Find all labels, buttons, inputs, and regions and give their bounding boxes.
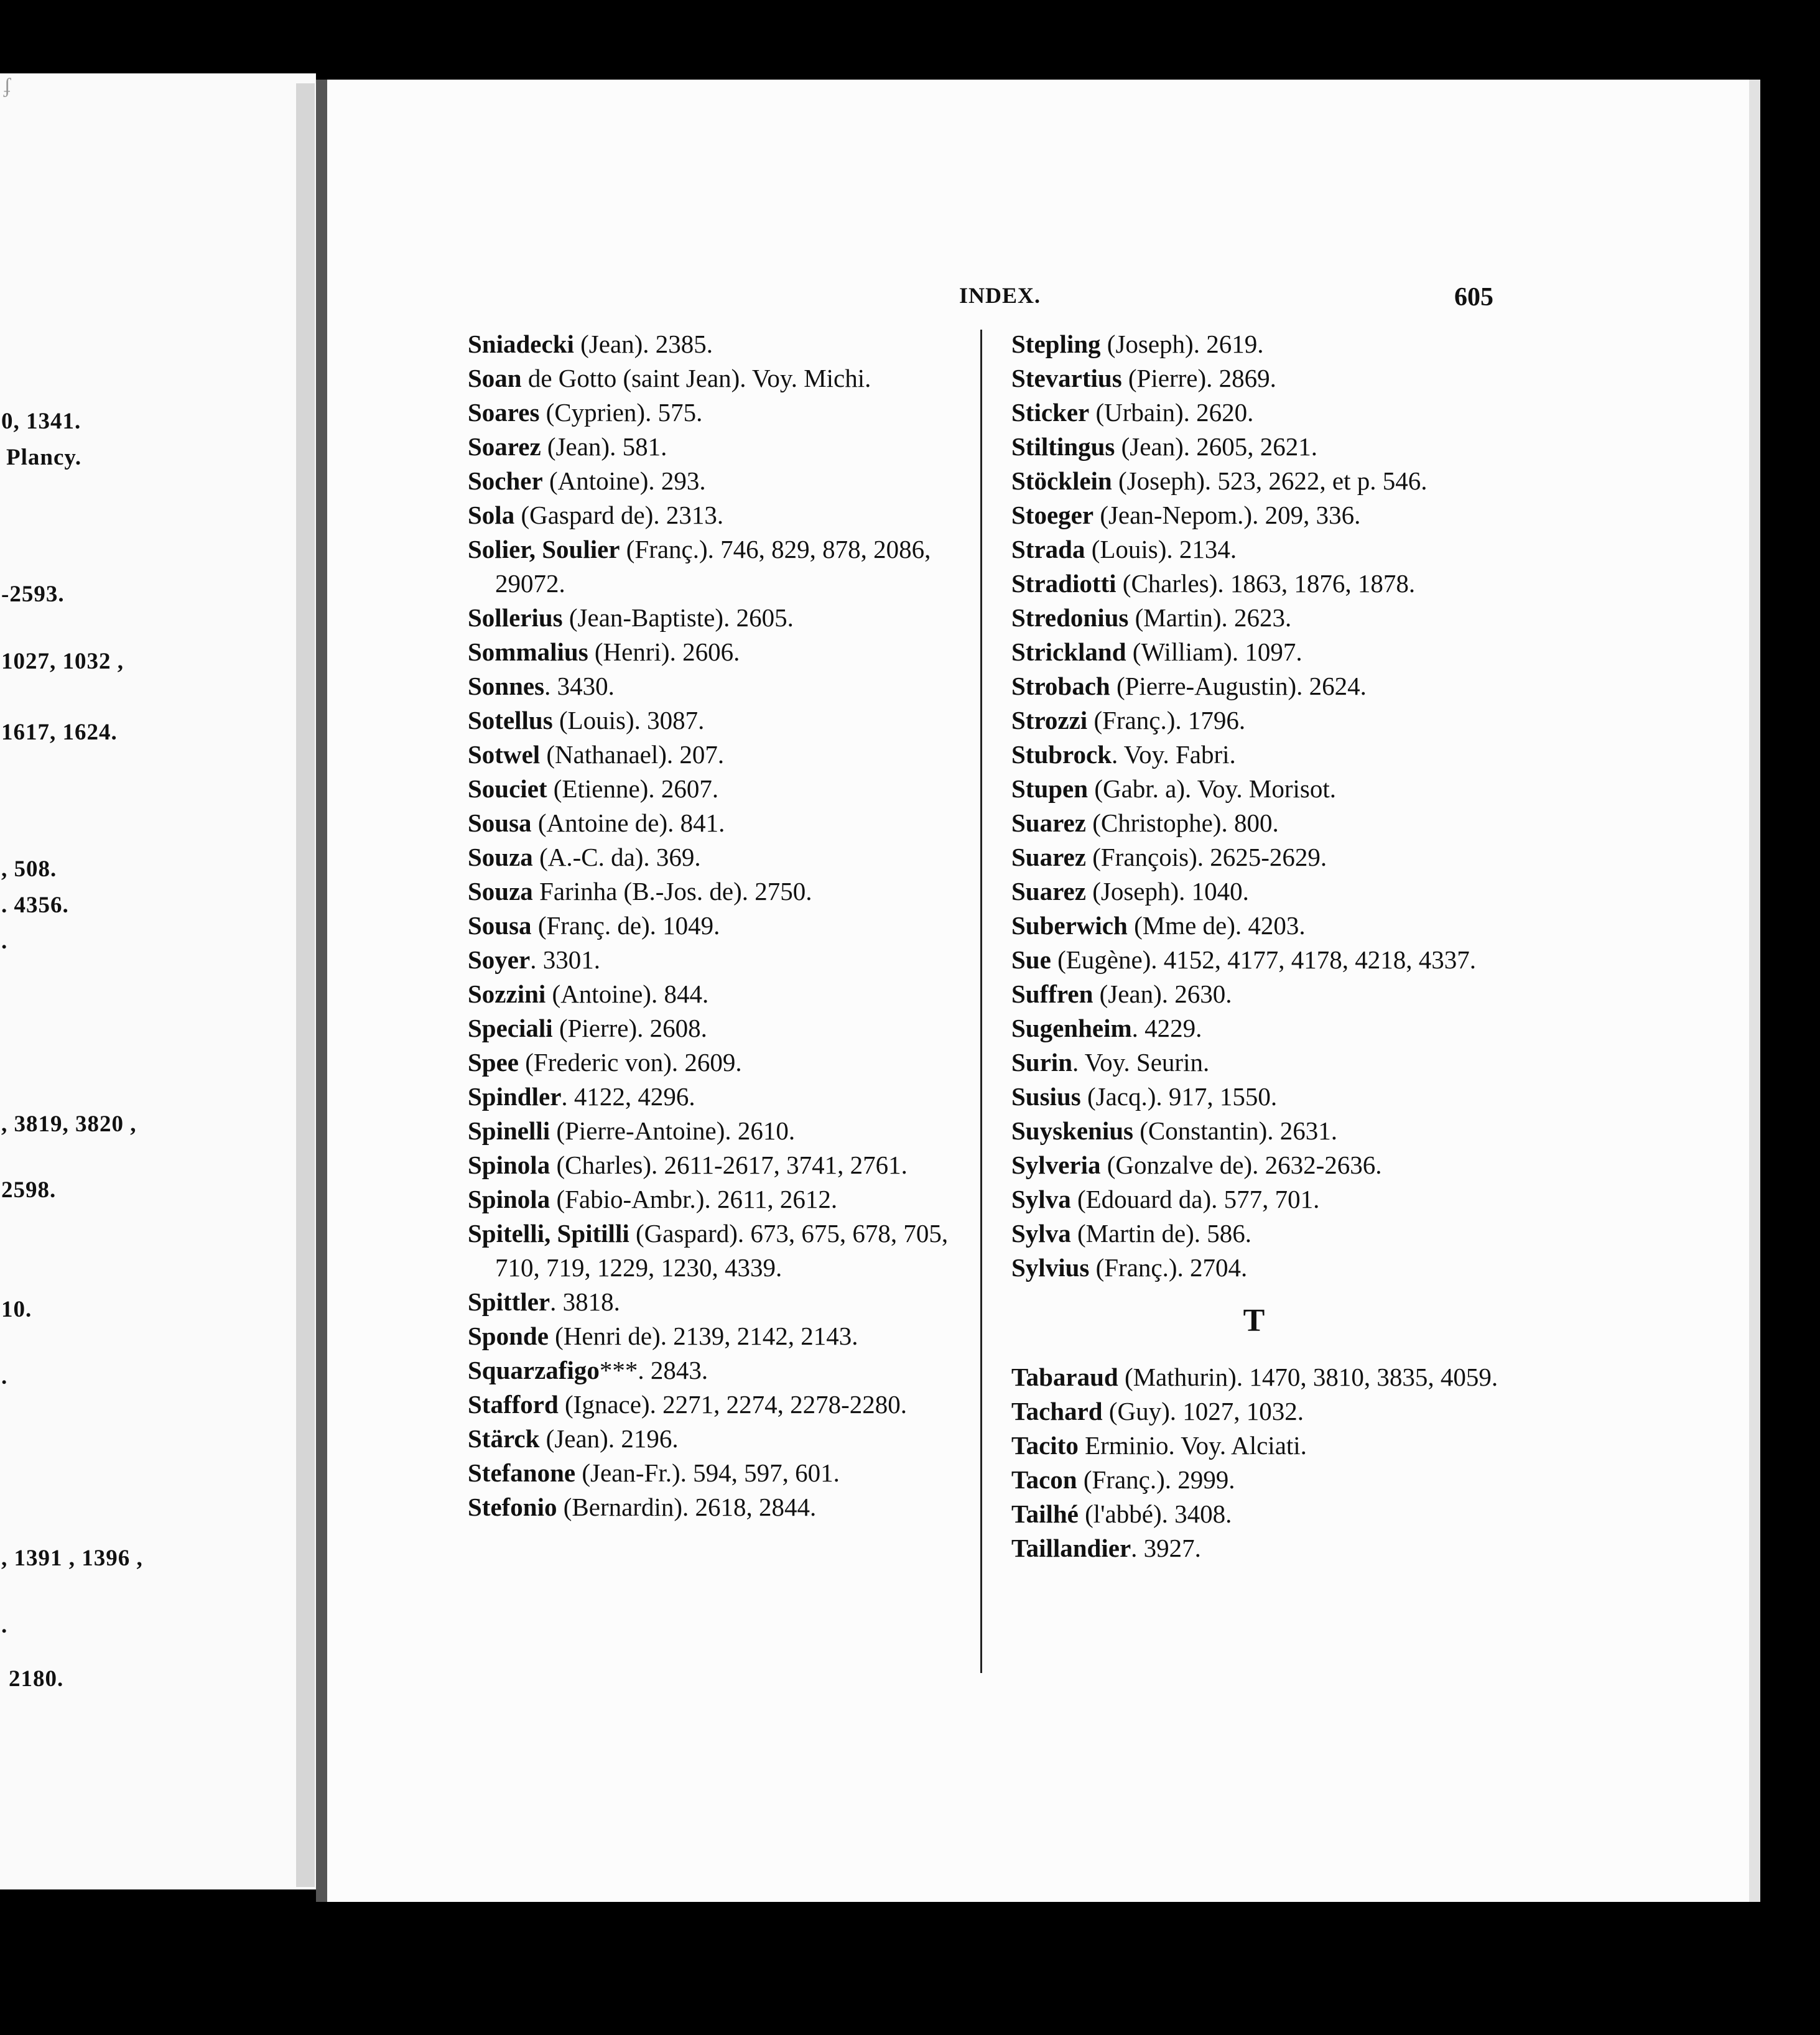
entry-references: . 3818. [550,1287,620,1316]
index-entry [468,327,965,361]
entry-name: Stärck [468,1424,540,1453]
index-entry [1011,703,1509,738]
entry-name: Sotwel [468,740,541,769]
entry-name: Sola [468,501,515,529]
entry-references: (Gonzalve de). 2632-2636. [1100,1151,1382,1179]
index-entry [468,1456,965,1490]
entry-references: Erminio. Voy. Alciati. [1078,1431,1307,1460]
entry-name: Squarzafigo [468,1356,600,1384]
entry-references: (Gaspard). 673, 675, 678, 705, 710, 719, 1229, 1230, 4339. [495,1219,949,1282]
entry-name: Stafford [468,1390,559,1419]
entry-references: (Ignace). 2271, 2274, 2278-2280. [558,1390,907,1419]
index-entry [468,532,965,601]
index-entry [468,1285,965,1319]
index-entry [468,464,965,498]
entry-references: (Jean). 2385. [573,330,713,358]
index-entry [468,430,965,464]
page-edge [1749,80,1760,1902]
entry-references: . 4229. [1131,1014,1202,1042]
entry-references: (Eugène). 4152, 4177, 4178, 4218, 4337. [1051,945,1477,974]
entry-name: Souza [468,877,533,906]
entry-name: Spindler [468,1082,562,1111]
entry-references: (Guy). 1027, 1032. [1102,1397,1304,1425]
entry-name: Tailhé [1011,1500,1079,1528]
entry-name: Socher [468,466,543,495]
index-entry [468,1319,965,1353]
index-entry [1011,669,1509,703]
index-entry [1011,1011,1509,1045]
entry-name: Sousa [468,911,532,940]
index-entry [468,361,965,396]
entry-references: (Urbain). 2620. [1089,398,1254,427]
entry-name: Spitelli, Spitilli [468,1219,629,1248]
index-entry [1011,601,1509,635]
entry-references: (Jean). 581. [541,432,667,461]
index-entry [468,1114,965,1148]
right-page [316,80,1760,1902]
entry-references: (Jacq.). 917, 1550. [1080,1082,1278,1111]
left-fragment: Plancy. [6,445,82,470]
index-entry [468,1148,965,1182]
entry-references: (Mathurin). 1470, 3810, 3835, 4059. [1118,1363,1498,1391]
entry-name: Sniadecki [468,330,574,358]
entry-references: (Mme de). 4203. [1127,911,1306,940]
entry-references: (Henri). 2606. [588,637,740,666]
index-entry [1011,874,1509,909]
entry-name: Strozzi [1011,706,1088,735]
entry-references: (Gaspard de). 2313. [514,501,724,529]
left-fragment: . 4356. [1,892,69,918]
entry-references: (Louis). 3087. [552,706,705,735]
index-column-left [468,327,965,1524]
entry-name: Sommalius [468,637,588,666]
left-fragment: . [1,929,8,954]
entry-name: Surin [1011,1048,1072,1077]
left-page [0,73,316,1889]
entry-name: Stupen [1011,774,1089,803]
s-entries [1011,327,1509,1285]
entry-name: Spinola [468,1151,550,1179]
left-fragment: . [1,1613,8,1638]
index-entry [1011,327,1509,361]
entry-name: Spinola [468,1185,550,1213]
entry-references: (Pierre). 2608. [552,1014,707,1042]
entry-name: Stredonius [1011,603,1129,632]
entry-name: Spee [468,1048,519,1077]
left-fragment: , 3819, 3820 , [1,1111,137,1137]
entry-name: Soan [468,364,522,392]
left-fragment: 2598. [1,1177,57,1203]
entry-references: (Jean). 2605, 2621. [1115,432,1318,461]
entry-name: Solier, Soulier [468,535,620,563]
entry-name: Stevartius [1011,364,1122,392]
entry-name: Tacito [1011,1431,1079,1460]
entry-name: Sylva [1011,1185,1071,1213]
entry-references: (Antoine). 844. [546,980,709,1008]
entry-name: Strobach [1011,672,1110,700]
entry-name: Souciet [468,774,547,803]
index-entry [1011,635,1509,669]
entry-references: (Cyprien). 575. [539,398,703,427]
index-entry [1011,1080,1509,1114]
entry-name: Susius [1011,1082,1081,1111]
index-entry [1011,1531,1509,1565]
entry-references: (Charles). 2611-2617, 3741, 2761. [550,1151,908,1179]
entry-name: Taillandier [1011,1534,1131,1562]
entry-references: (Pierre-Augustin). 2624. [1110,672,1367,700]
entry-name: Soares [468,398,540,427]
entry-name: Sylva [1011,1219,1071,1248]
entry-name: Sue [1011,945,1051,974]
index-entry [468,977,965,1011]
index-entry [468,1182,965,1217]
entry-references: . 3430. [544,672,615,700]
index-entry [1011,1463,1509,1497]
entry-name: Stefonio [468,1493,557,1521]
index-entry [1011,1251,1509,1285]
index-entry [468,772,965,806]
entry-references: (Jean-Nepom.). 209, 336. [1093,501,1361,529]
index-entry [1011,1217,1509,1251]
index-entry [468,703,965,738]
entry-name: Souza [468,843,533,871]
entry-name: Sousa [468,809,532,837]
index-entry [1011,943,1509,977]
index-entry [468,806,965,840]
entry-references: (Frederic von). 2609. [519,1048,742,1077]
index-entry [1011,1429,1509,1463]
running-header: INDEX. [959,283,1041,308]
entry-name: Tabaraud [1011,1363,1118,1391]
entry-references: (Jean). 2196. [539,1424,679,1453]
entry-references: . 3301. [530,945,600,974]
entry-references: (A.-C. da). 369. [532,843,701,871]
entry-references: (Antoine). 293. [542,466,706,495]
index-entry [1011,1497,1509,1531]
entry-name: Strickland [1011,637,1126,666]
entry-name: Strada [1011,535,1085,563]
left-fragment: 1617, 1624. [1,720,118,745]
index-entry [468,1388,965,1422]
left-fragment: 10. [1,1297,32,1322]
entry-name: Soyer [468,945,531,974]
index-entry [1011,806,1509,840]
index-entry [1011,1360,1509,1394]
page-number: 605 [1454,283,1493,312]
index-entry [1011,1045,1509,1080]
entry-name: Suyskenius [1011,1116,1134,1145]
index-entry [1011,361,1509,396]
entry-references: (Jean). 2630. [1093,980,1232,1008]
entry-references: (Martin de). 586. [1070,1219,1252,1248]
index-entry [468,1045,965,1080]
index-entry [468,601,965,635]
entry-name: Suarez [1011,877,1086,906]
entry-name: Stefanone [468,1458,576,1487]
entry-references: (Etienne). 2607. [547,774,719,803]
index-entry [468,396,965,430]
entry-name: Sticker [1011,398,1090,427]
left-fragment: , 1391 , 1396 , [1,1546,143,1571]
entry-name: Stöcklein [1011,466,1112,495]
left-fragment: . [1,1364,8,1389]
index-entry [1011,567,1509,601]
entry-references: (Jean-Fr.). 594, 597, 601. [575,1458,840,1487]
entry-references: (Martin). 2623. [1128,603,1292,632]
entry-references: (Constantin). 2631. [1133,1116,1337,1145]
index-entry [468,1490,965,1524]
entry-name: Sollerius [468,603,563,632]
entry-references: (Joseph). 523, 2622, et p. 546. [1112,466,1428,495]
index-entry [468,1217,965,1285]
entry-references: (Fabio-Ambr.). 2611, 2612. [550,1185,838,1213]
index-entry [1011,909,1509,943]
entry-name: Speciali [468,1014,553,1042]
entry-name: Sylveria [1011,1151,1101,1179]
entry-name: Sotellus [468,706,553,735]
entry-references: (Gabr. a). Voy. Morisot. [1088,774,1337,803]
index-entry [1011,1394,1509,1429]
entry-references: (Christophe). 800. [1085,809,1279,837]
index-entry [1011,977,1509,1011]
entry-name: Stoeger [1011,501,1094,529]
entry-references: (William). 1097. [1126,637,1302,666]
entry-name: Suffren [1011,980,1093,1008]
entry-references: (Joseph). 2619. [1100,330,1264,358]
index-entry [468,943,965,977]
column-divider [980,330,982,1673]
entry-references: (Joseph). 1040. [1085,877,1249,906]
entry-references: Farinha (B.-Jos. de). 2750. [532,877,812,906]
spine-shadow [316,80,327,1902]
entry-name: Sponde [468,1322,549,1350]
entry-name: Tachard [1011,1397,1103,1425]
entry-name: Stepling [1011,330,1101,358]
entry-references: (Franç.). 2704. [1089,1253,1248,1282]
entry-name: Sylvius [1011,1253,1090,1282]
entry-references: . Voy. Seurin. [1072,1048,1210,1077]
entry-references: (l'abbé). 3408. [1078,1500,1232,1528]
index-entry [1011,772,1509,806]
index-entry [468,1080,965,1114]
entry-references: (Henri de). 2139, 2142, 2143. [548,1322,858,1350]
entry-references: (Franç.). 746, 829, 878, 2086, 29072. [495,535,931,598]
corner-mark: ʄ [4,75,11,98]
entry-references: (Antoine de). 841. [531,809,725,837]
entry-references: (Franç. de). 1049. [531,911,720,940]
entry-name: Spittler [468,1287,550,1316]
entry-references: (Nathanael). 207. [540,740,725,769]
entry-references: (Jean-Baptiste). 2605. [562,603,794,632]
entry-references: . Voy. Fabri. [1112,740,1236,769]
entry-references: (Louis). 2134. [1085,535,1237,563]
index-entry [1011,738,1509,772]
index-entry [1011,1148,1509,1182]
index-entry [1011,840,1509,874]
entry-references: (Pierre). 2869. [1121,364,1276,392]
index-entry [468,1011,965,1045]
entry-name: Suberwich [1011,911,1128,940]
left-fragment: 2180. [9,1666,64,1692]
entry-references: (Franç.). 1796. [1087,706,1246,735]
page-gutter [296,83,315,1887]
entry-references: (Charles). 1863, 1876, 1878. [1116,569,1416,598]
index-entry [1011,498,1509,532]
index-entry [1011,1182,1509,1217]
entry-name: Sozzini [468,980,546,1008]
index-entry [1011,1114,1509,1148]
entry-name: Spinelli [468,1116,550,1145]
index-entry [468,1353,965,1388]
entry-references: (François). 2625-2629. [1085,843,1327,871]
index-entry [1011,396,1509,430]
index-entry [468,498,965,532]
entry-references: de Gotto (saint Jean). Voy. Michi. [521,364,871,392]
index-entry [1011,464,1509,498]
index-entry [468,1422,965,1456]
left-fragment: -2593. [1,582,65,607]
left-fragment: 0, 1341. [1,409,81,434]
entry-name: Sonnes [468,672,545,700]
entry-references: (Edouard da). 577, 701. [1070,1185,1320,1213]
left-fragment: 1027, 1032 , [1,649,124,674]
entry-name: Suarez [1011,809,1086,837]
index-entry [468,909,965,943]
entry-name: Suarez [1011,843,1086,871]
index-entry [1011,430,1509,464]
entry-name: Sugenheim [1011,1014,1132,1042]
t-entries [1011,1360,1509,1565]
entry-references: (Franç.). 2999. [1077,1465,1235,1494]
index-entry [1011,532,1509,567]
entry-references: ***. 2843. [599,1356,708,1384]
entry-references: (Pierre-Antoine). 2610. [550,1116,796,1145]
index-column-right [1011,327,1509,1565]
entry-name: Tacon [1011,1465,1077,1494]
index-entry [468,840,965,874]
entry-name: Stradiotti [1011,569,1117,598]
left-fragment: , 508. [1,856,57,882]
entry-references: . 3927. [1131,1534,1201,1562]
entry-name: Soarez [468,432,541,461]
index-entry [468,874,965,909]
section-letter: T [1243,1303,1265,1338]
entry-name: Stiltingus [1011,432,1115,461]
index-entry [468,669,965,703]
entry-references: (Bernardin). 2618, 2844. [557,1493,817,1521]
entry-name: Stubrock [1011,740,1112,769]
index-entry [468,635,965,669]
entry-references: . 4122, 4296. [561,1082,695,1111]
index-entry [468,738,965,772]
